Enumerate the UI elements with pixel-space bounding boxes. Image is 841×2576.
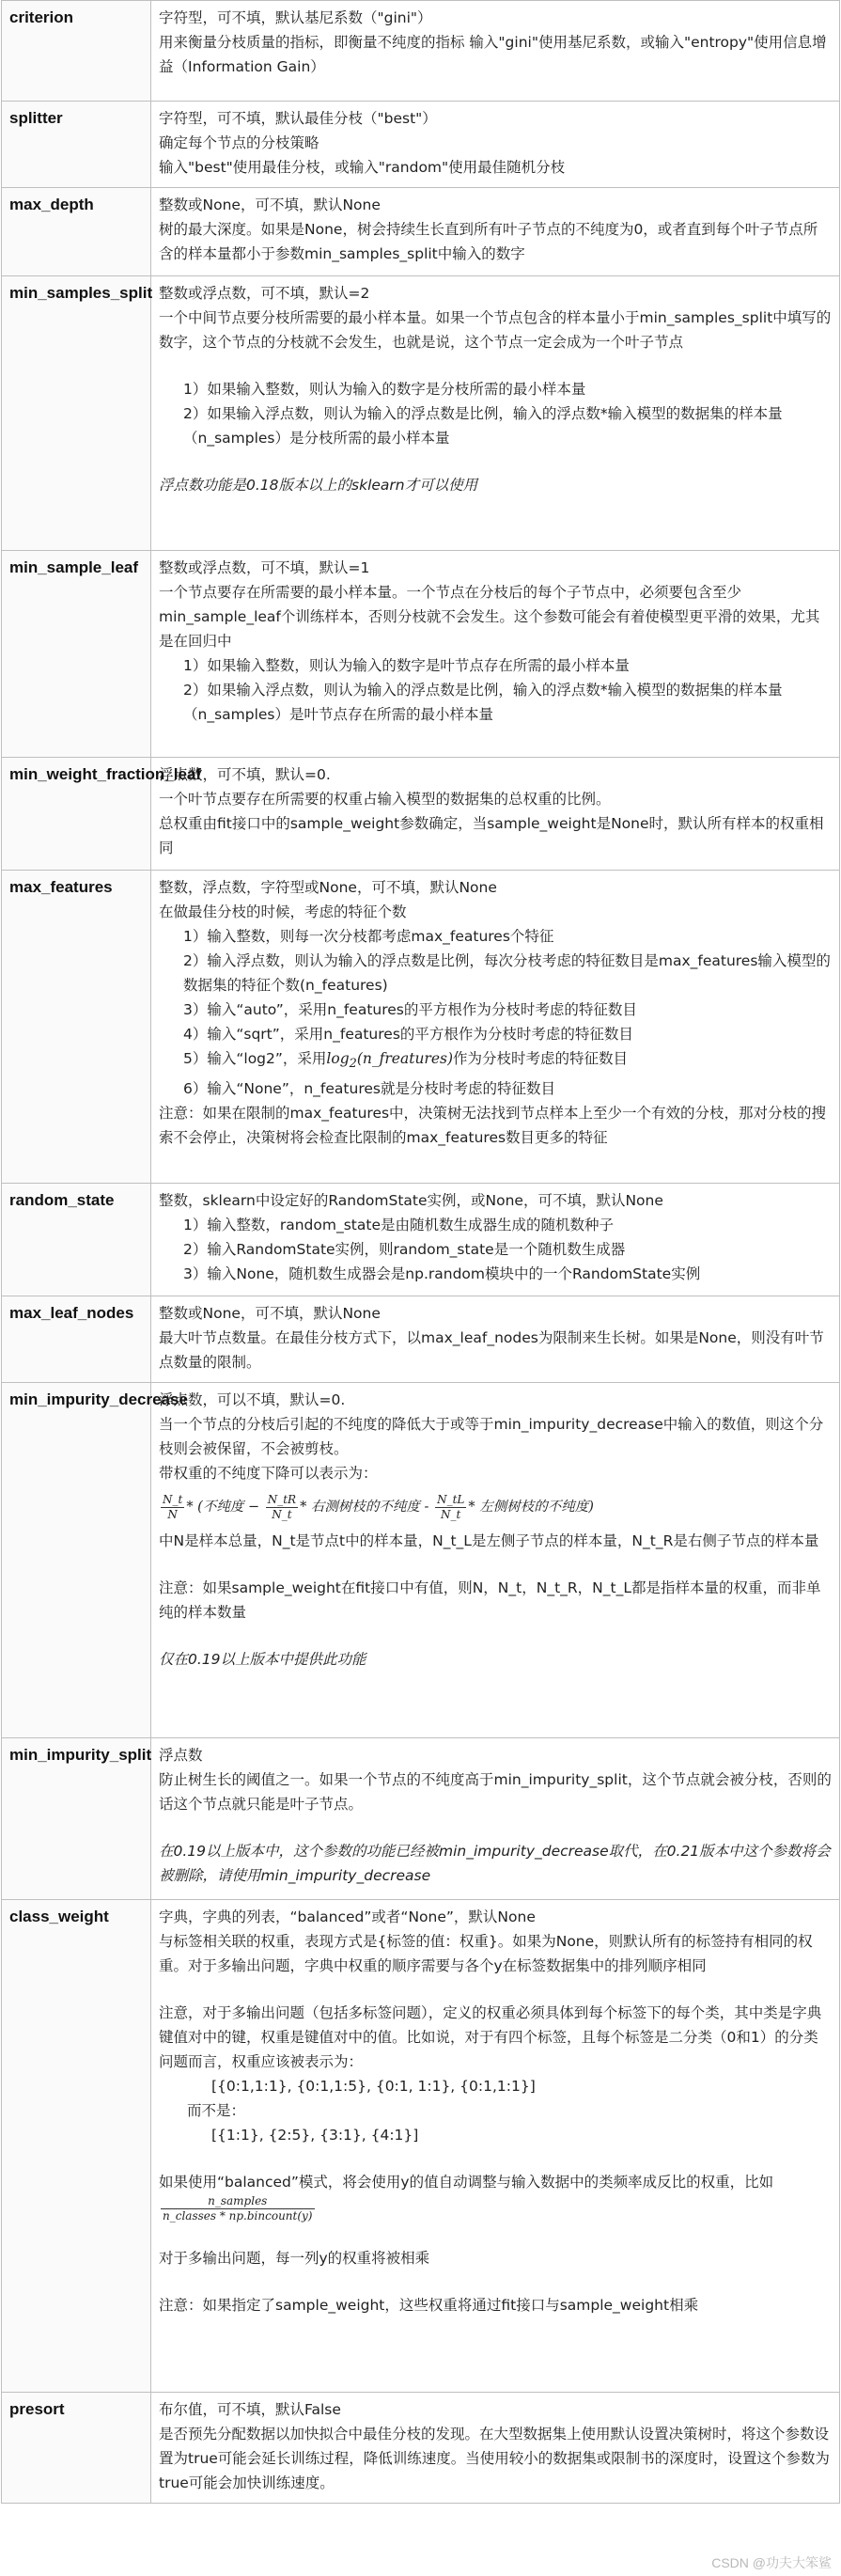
text-line: 与标签相关联的权重，表现方式是{标签的值：权重}。如果为None，则默认所有的标签持有相同的权重。对于多输出问题，字典中权重的顺序需要与各个y在标签数据集中的排列顺序相同 <box>159 1933 813 1974</box>
code-line: [{0:1,1:1}, {0:1,1:5}, {0:1, 1:1}, {0:1,1:1}] <box>211 2078 536 2095</box>
table-row <box>2 276 840 551</box>
text-line: 2）输入浮点数，则认为输入的浮点数是比例，每次分枝考虑的特征数目是max_features输入模型的数据集的特征个数(n_features) <box>183 952 831 994</box>
param-name: max_features <box>2 871 151 1184</box>
text-line: 用来衡量分枝质量的指标，即衡量不纯度的指标 输入"gini"使用基尼系数，或输入"entropy"使用信息增益（Information Gain） <box>159 34 827 75</box>
param-description <box>151 2393 840 2504</box>
param-name: max_depth <box>2 188 151 276</box>
param-description <box>151 276 840 551</box>
table-row <box>2 188 840 276</box>
text-span: 5）输入“log2”，采用 <box>183 1050 327 1067</box>
table-row <box>2 1 840 102</box>
table-row <box>2 1383 840 1738</box>
text-line: 整数或浮点数，可不填，默认=1 <box>159 559 370 576</box>
text-line: 2）如果输入浮点数，则认为输入的浮点数是比例，输入的浮点数*输入模型的数据集的样本量（n_samples）是叶节点存在所需的最小样本量 <box>183 682 783 723</box>
fraction <box>435 1493 466 1522</box>
text-line: 浮点数，可不填，默认=0. <box>159 766 331 783</box>
text-line: 注意：如果sample_weight在fit接口中有值，则N，N_t，N_t_R，N_t_L都是指样本量的权重，而非单纯的样本数量 <box>159 1579 821 1621</box>
numerator: n_samples <box>161 2194 315 2209</box>
impurity-formula <box>159 1485 832 1529</box>
text-line <box>159 1046 832 1076</box>
text-line: 1）输入整数，random_state是由随机数生成器生成的随机数种子 <box>183 1217 614 1233</box>
param-name: min_samples_split <box>2 276 151 551</box>
text-line: 字典，字典的列表，“balanced”或者“None”，默认None <box>159 1908 536 1925</box>
text-line: 6）输入“None”，n_features就是分枝时考虑的特征数目 <box>183 1080 555 1098</box>
table-row <box>2 1296 840 1383</box>
denominator: N_t <box>272 1507 292 1521</box>
param-description <box>151 1 840 102</box>
text-line: 整数或None，可不填，默认None <box>159 1305 381 1322</box>
text-line: 在做最佳分枝的时候，考虑的特征个数 <box>159 903 407 920</box>
table-row <box>2 551 840 758</box>
param-name: class_weight <box>2 1900 151 2393</box>
text-line: 树的最大深度。如果是None，树会持续生长直到所有叶子节点的不纯度为0，或者直到每个叶子节点所含的样本量都小于参数min_samples_split中输入的数字 <box>159 221 818 262</box>
text-line: 而不是： <box>187 2102 246 2119</box>
text-line: 1）如果输入整数，则认为输入的数字是分枝所需的最小样本量 <box>183 381 586 398</box>
param-name: min_impurity_split <box>2 1738 151 1900</box>
param-description <box>151 1738 840 1900</box>
text-line: 一个中间节点要分枝所需要的最小样本量。如果一个节点包含的样本量小于min_samples_split中填写的数字，这个节点的分枝就不会发生，也就是说，这个节点一定会成为一个叶子节点 <box>159 309 832 351</box>
denominator: N <box>167 1507 178 1521</box>
denominator: N_t <box>441 1507 461 1521</box>
formula-text: * 右测树枝的不纯度 - <box>300 1500 429 1515</box>
math-text: log <box>326 1050 350 1067</box>
param-name: min_sample_leaf <box>2 551 151 758</box>
text-line: 3）输入None，随机数生成器会是np.random模块中的一个RandomState实例 <box>183 1265 701 1282</box>
text-line: 字符型，可不填，默认最佳分枝（"best"） <box>159 110 437 127</box>
parameter-table <box>1 0 840 2504</box>
table-row <box>2 1738 840 1900</box>
fraction <box>266 1493 298 1522</box>
param-description <box>151 758 840 871</box>
text-line: 2）输入RandomState实例，则random_state是一个随机数生成器 <box>183 1241 626 1258</box>
text-line: 确定每个节点的分枝策略 <box>159 134 319 151</box>
text-line: 布尔值，可不填，默认False <box>159 2401 341 2418</box>
param-description <box>151 1383 840 1738</box>
text-line <box>159 2170 832 2223</box>
param-description <box>151 871 840 1184</box>
version-note: 在0.19以上版本中，这个参数的功能已经被min_impurity_decrease取代，在0.21版本中这个参数将会被删除，请使用min_impurity_decrease <box>159 1843 831 1884</box>
param-name: presort <box>2 2393 151 2504</box>
code-line: [{1:1}, {2:5}, {3:1}, {4:1}] <box>211 2127 419 2144</box>
param-description <box>151 1184 840 1296</box>
param-name: min_impurity_decrease <box>2 1383 151 1738</box>
table-row <box>2 758 840 871</box>
param-description <box>151 188 840 276</box>
text-line: 当一个节点的分枝后引起的不纯度的降低大于或等于min_impurity_decrease中输入的数值，则这个分枝则会被保留，不会被剪枝。 <box>159 1416 824 1457</box>
denominator: n_classes * np.bincount(y) <box>163 2209 313 2223</box>
text-line: 4）输入“sqrt”，采用n_features的平方根作为分枝时考虑的特征数目 <box>183 1026 633 1043</box>
param-name: min_weight_fraction_leaf <box>2 758 151 871</box>
text-span: 如果使用“balanced”模式，将会使用y的值自动调整与输入数据中的类频率成反比的权重，比如 <box>159 2174 774 2191</box>
version-note: 仅在0.19以上版本中提供此功能 <box>159 1651 366 1668</box>
fraction <box>161 2194 315 2223</box>
version-note: 浮点数功能是0.18版本以上的sklearn才可以使用 <box>159 477 478 494</box>
text-span: 作为分枝时考虑的特征数目 <box>453 1050 629 1067</box>
text-line: 1）如果输入整数，则认为输入的数字是叶节点存在所需的最小样本量 <box>183 657 630 674</box>
param-description <box>151 102 840 188</box>
numerator: N_tR <box>267 1492 297 1506</box>
text-line: 注意：如果在限制的max_features中，决策树无法找到节点样本上至少一个有效的分枝，那对分枝的搜索不会停止，决策树将会检查比限制的max_features数目更多的特征 <box>159 1105 827 1147</box>
fraction <box>161 1493 184 1522</box>
text-line: 一个节点要存在所需要的最小样本量。一个节点在分枝后的每个子节点中，必须要包含至少min_sample_leaf个训练样本，否则分枝就不会发生。这个参数可能会有着使模型更平滑的效果，尤其是在回归中 <box>159 584 820 650</box>
table-row <box>2 2393 840 2504</box>
text-line: 3）输入“auto”，采用n_features的平方根作为分枝时考虑的特征数目 <box>183 1001 637 1018</box>
math-log: $\log_2(n\_freatures)$ <box>326 1050 454 1072</box>
numerator: N_t <box>163 1492 183 1506</box>
text-line: 最大叶节点数量。在最佳分枝方式下，以max_leaf_nodes为限制来生长树。如果是None，则没有叶节点数量的限制。 <box>159 1329 824 1371</box>
table-row <box>2 871 840 1184</box>
text-line: 注意：如果指定了sample_weight，这些权重将通过fit接口与sample_weight相乘 <box>159 2297 699 2314</box>
param-name: random_state <box>2 1184 151 1296</box>
param-name: criterion <box>2 1 151 102</box>
text-line: 对于多输出问题，每一列y的权重将被相乘 <box>159 2250 430 2267</box>
text-line: 输入"best"使用最佳分枝，或输入"random"使用最佳随机分枝 <box>159 159 566 176</box>
text-line: 浮点数，可以不填，默认=0. <box>159 1391 346 1408</box>
param-description <box>151 1296 840 1383</box>
numerator: N_tL <box>437 1492 465 1506</box>
math-text: n_freatures <box>362 1050 447 1067</box>
text-line: 1）输入整数，则每一次分枝都考虑max_features个特征 <box>183 928 554 945</box>
watermark: CSDN @功夫大笨鲨 <box>711 2555 832 2570</box>
text-line: 整数或None，可不填，默认None <box>159 196 381 213</box>
text-line: 一个叶节点要存在所需要的权重占输入模型的数据集的总权重的比例。 <box>159 791 611 808</box>
text-line: 是否预先分配数据以加快拟合中最佳分枝的发现。在大型数据集上使用默认设置决策树时，将这个参数设置为true可能会延长训练过程，降低训练速度。当使用较小的数据集或限制书的深度时，设置这个参数为true可能会加快训练速度。 <box>159 2426 830 2491</box>
param-description <box>151 551 840 758</box>
text-line: 2）如果输入浮点数，则认为输入的浮点数是比例，输入的浮点数*输入模型的数据集的样本量（n_samples）是分枝所需的最小样本量 <box>183 405 783 447</box>
table-row <box>2 1900 840 2393</box>
param-name: max_leaf_nodes <box>2 1296 151 1383</box>
text-line: 整数，浮点数，字符型或None，可不填，默认None <box>159 879 497 896</box>
text-line: 整数或浮点数，可不填，默认=2 <box>159 285 370 302</box>
table-row <box>2 1184 840 1296</box>
text-line: 中N是样本总量，N_t是节点t中的样本量，N_t_L是左侧子节点的样本量，N_t_R是右侧子节点的样本量 <box>159 1532 819 1549</box>
param-description <box>151 1900 840 2393</box>
text-line: 整数，sklearn中设定好的RandomState实例，或None，可不填，默认None <box>159 1192 663 1209</box>
formula-text: * (不纯度 − <box>186 1500 260 1515</box>
param-name: splitter <box>2 102 151 188</box>
text-line: 总权重由fit接口中的sample_weight参数确定，当sample_weight是None时，默认所有样本的权重相同 <box>159 815 824 856</box>
text-line: 浮点数 <box>159 1747 203 1764</box>
text-line: 防止树生长的阈值之一。如果一个节点的不纯度高于min_impurity_split，这个节点就会被分枝，否则的话这个节点就只能是叶子节点。 <box>159 1771 832 1813</box>
text-line: 带权重的不纯度下降可以表示为： <box>159 1465 378 1482</box>
formula-text: * 左侧树枝的不纯度) <box>468 1500 594 1515</box>
text-line: 字符型，可不填，默认基尼系数（"gini"） <box>159 9 432 26</box>
table-row <box>2 102 840 188</box>
text-line: 注意，对于多输出问题（包括多标签问题），定义的权重必须具体到每个标签下的每个类，其中类是字典键值对中的键，权重是键值对中的值。比如说，对于有四个标签，且每个标签是二分类（0和1）的分类问题而言，权重应该被表示为： <box>159 2004 822 2070</box>
math-subscript: 2 <box>349 1057 357 1072</box>
